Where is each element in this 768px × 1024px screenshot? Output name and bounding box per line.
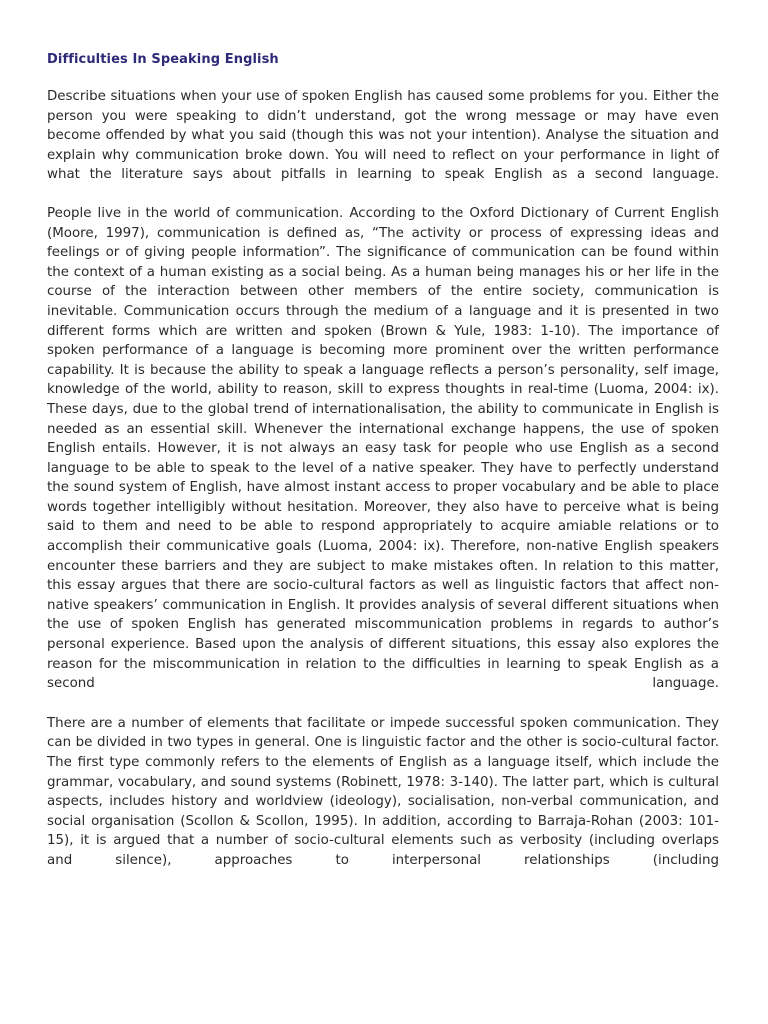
document-title: Difficulties In Speaking English xyxy=(47,52,279,67)
prompt-paragraph: Describe situations when your use of spoken English has caused some problems for you. Either the person you were speaking to didn’t understand, got the wrong message or may have even become offended by what you said (though this was not your intention). Analyse the situation and explain why communication broke down. You will need to reflect on your performance in light of what the literature says about pitfalls in learning to speak English as a second language. xyxy=(47,89,719,183)
body-paragraph: There are a number of elements that facilitate or impede successful spoken communication. They can be divided in two types in general. One is linguistic factor and the other is socio-cultural factor. The first type commonly refers to the elements of English as a language itself, which include the grammar, vocabulary, and sound systems (Robinett, 1978: 3-140). The latter part, which is cultural aspects, includes history and worldview (ideology), socialisation, non-verbal communication, and social organisation (Scollon & Scollon, 1995). In addition, according to Barraja-Rohan (2003: 101-15), it is argued that a number of socio-cultural elements such as verbosity (including overlaps and silence), approaches to interpersonal relationships (including xyxy=(47,715,719,868)
document-page xyxy=(47,50,719,890)
introduction-paragraph: People live in the world of communication. According to the Oxford Dictionary of Current English (Moore, 1997), communication is defined as, “The activity or process of expressing ideas and feelings or of giving people information”. The significance of communication can be found within the context of a human existing as a social being. As a human being manages his or her life in the course of the interaction between other members of the entire society, communication is inevitable. Communication occurs through the medium of a language and it is presented in two different forms which are written and spoken (Brown & Yule, 1983: 1-10). The importance of spoken performance of a language is becoming more prominent over the written performance capability. It is because the ability to speak a language reflects a person’s personality, self image, knowledge of the world, ability to reason, skill to express thoughts in real-time (Luoma, 2004: ix). These days, due to the global trend of internationalisation, the ability to communicate in English is needed as an essential skill. Whenever the international exchange happens, the use of spoken English entails. However, it is not always an easy task for people who use English as a second language to be able to speak to the level of a native speaker. They have to perfectly understand the sound system of English, have almost instant access to proper vocabulary and be able to place words together intelligibly without hesitation. Moreover, they also have to perceive what is being said to them and need to be able to respond appropriately to acquire amiable relations or to accomplish their communicative goals (Luoma, 2004: ix). Therefore, non-native English speakers encounter these barriers and they are subject to make mistakes often. In relation to this matter, this essay argues that there are socio-cultural factors as well as linguistic factors that affect non-native speakers’ communication in English. It provides analysis of several different situations when the use of spoken English has generated miscommunication problems in regards to author’s personal experience. Based upon the analysis of different situations, this essay also explores the reason for the miscommunication in relation to the difficulties in learning to speak English as a second language. xyxy=(47,205,719,692)
